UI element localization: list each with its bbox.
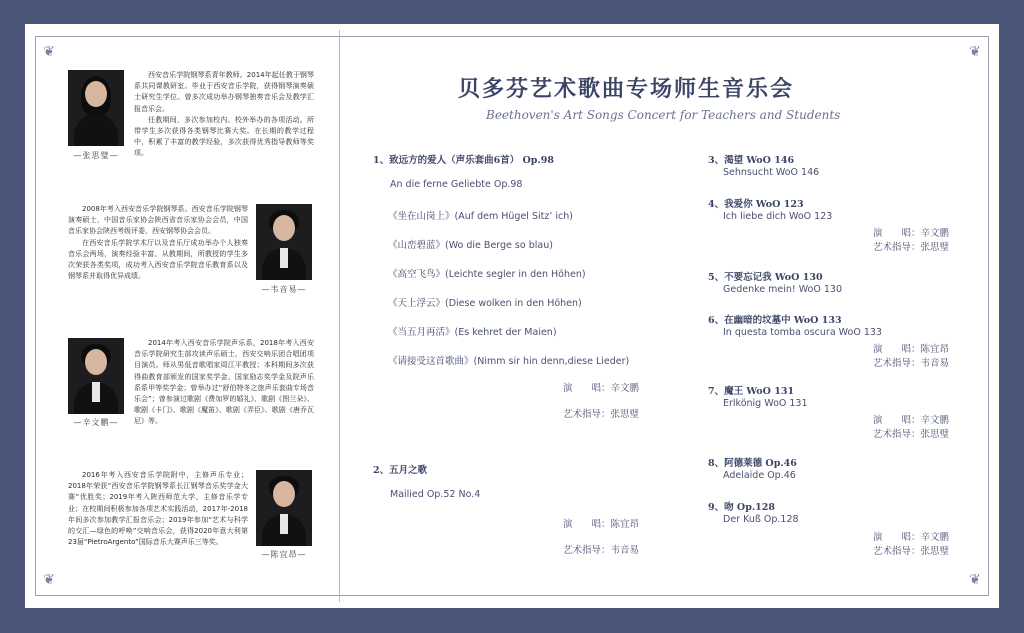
bio-paragraph: 2016年考入西安音乐学院附中，主修声乐专业；2018年荣获“西安音乐学院钢琴系长江钢琴音乐奖学金大赛”优胜奖；2019年考入陕西师范大学，主修音乐学专业；在校期间积极参加各项艺术实践活动，2017年-2018年间多次参加教学汇报音乐会；2019年参加“艺术与科学的交汇—绿色的呼唤”交响音乐会，获得2020年意大利第23届“PietroArgento”国际音乐大赛声乐三等奖。 xyxy=(68,471,248,547)
credit-line xyxy=(873,355,949,369)
credit-person: 辛文鹏 xyxy=(920,415,950,426)
portrait-photo xyxy=(68,70,124,146)
credit-role: 艺术指导： xyxy=(873,242,921,253)
program-item-subtitle: Sehnsucht WoO 146 xyxy=(723,167,820,178)
ornament-icon: ❦ xyxy=(43,44,55,60)
song-entry xyxy=(388,324,557,338)
program-item-heading: 7、魔王 WoO 131 xyxy=(708,386,795,397)
credit-line xyxy=(563,380,639,394)
credit-role: 演 唱： xyxy=(873,415,921,426)
credit-role: 艺术指导： xyxy=(873,546,921,557)
credit-person: 韦音易 xyxy=(610,545,640,556)
credit-role: 艺术指导： xyxy=(563,409,611,420)
ornament-icon: ❦ xyxy=(969,572,981,588)
song-entry xyxy=(388,353,629,367)
credit-person: 张思璧 xyxy=(920,429,950,440)
credit-role: 艺术指导： xyxy=(873,429,921,440)
performer-bio xyxy=(68,470,248,548)
credit-line xyxy=(873,225,949,239)
credit-role: 艺术指导： xyxy=(873,358,921,369)
program-item-heading: 4、我爱你 WoO 123 xyxy=(708,199,804,210)
credit-role: 演 唱： xyxy=(873,228,921,239)
program-item-subtitle: An die ferne Geliebte Op.98 xyxy=(390,179,523,190)
program-item-subtitle: Ich liebe dich WoO 123 xyxy=(723,211,833,222)
credit-line xyxy=(873,239,949,253)
program-item-heading: 1、致远方的爱人（声乐套曲6首） Op.98 xyxy=(373,155,554,166)
bio-paragraph: 任教期间，多次参加校内、校外举办的各项活动。所带学生多次获得各类钢琴比赛大奖。在长期的教学过程中，积累了丰富的教学经验，多次获得优秀指导教师等奖项。 xyxy=(134,115,314,158)
column-divider xyxy=(339,30,340,602)
credit-person: 辛文鹏 xyxy=(920,532,950,543)
song-title-cn: 《当五月再活》 xyxy=(388,327,455,338)
credit-line xyxy=(873,426,949,440)
performer-bio xyxy=(68,204,248,282)
credit-person: 张思璧 xyxy=(920,546,950,557)
credit-person: 陈宜昂 xyxy=(920,344,950,355)
credit-person: 韦音易 xyxy=(920,358,950,369)
performer-name: —辛文鹏— xyxy=(73,418,119,427)
song-entry xyxy=(388,237,553,251)
program-item-heading: 5、不要忘记我 WoO 130 xyxy=(708,272,823,283)
performer-name: —韦音易— xyxy=(261,285,307,294)
performer-name: —张思璧— xyxy=(73,151,119,160)
bio-paragraph: 2014年考入西安音乐学院声乐系，2018年考入西安音乐学院研究生部攻读声乐硕士，西安交响乐团合唱团项目演员。师从男低音歌唱家周江平教授；本科期间多次获得曲教育部颁发的国家奖学金、国家励志奖学金及院声乐系系甲等奖学金；曾举办过“舒伯特冬之旅声乐套曲专场音乐会”；曾参演过歌剧《费加罗的婚礼》、歌剧《图兰朵》、歌剧《卡门》、歌剧《魔笛》、歌剧《弄臣》、歌剧《唐乔瓦尼》等。 xyxy=(134,339,314,426)
song-title-cn: 《天上浮云》 xyxy=(388,298,446,309)
credit-person: 张思璧 xyxy=(920,242,950,253)
bio-paragraph: 在西安音乐学院学术厅以及音乐厅成功举办个人独奏音乐会两场，演奏经验丰富。从教期间，所教授的学生多次荣获各类奖项，成功考入西安音乐学院音乐教育系以及钢琴系并取得优异成绩。 xyxy=(68,238,248,281)
credit-person: 陈宜昂 xyxy=(610,519,640,530)
program-item-subtitle: Mailied Op.52 No.4 xyxy=(390,489,481,500)
program-item-subtitle: Erlkönig WoO 131 xyxy=(723,398,808,409)
credit-role: 演 唱： xyxy=(563,519,611,530)
ornament-icon: ❦ xyxy=(969,44,981,60)
credit-line xyxy=(873,341,949,355)
portrait-photo xyxy=(256,204,312,280)
song-title-cn: 《请接受这首歌曲》 xyxy=(388,356,474,367)
bio-paragraph: 2008年考入西安音乐学院钢琴系。西安音乐学院钢琴演奏硕士，中国音乐家协会陕西省音乐家协会会员，中国音乐家协会陕西考级评委，西安钢琴协会会员。 xyxy=(68,205,248,236)
program-item-heading: 3、渴望 WoO 146 xyxy=(708,155,795,166)
program-item-heading: 9、吻 Op.128 xyxy=(708,502,775,513)
program-item-subtitle: Der Kuß Op.128 xyxy=(723,514,799,525)
credit-line xyxy=(563,406,639,420)
credit-role: 艺术指导： xyxy=(563,545,611,556)
credit-line xyxy=(563,542,639,556)
program-item-subtitle: In questa tomba oscura WoO 133 xyxy=(723,327,882,338)
credit-line xyxy=(873,543,949,557)
concert-subtitle: Beethoven's Art Songs Concert for Teachers and Students xyxy=(486,108,841,122)
credit-line xyxy=(873,529,949,543)
song-title-de: (Diese wolken in den Höhen) xyxy=(445,298,582,309)
credit-person: 张思璧 xyxy=(610,409,640,420)
program-item-subtitle: Gedenke mein! WoO 130 xyxy=(723,284,842,295)
song-title-de: (Leichte segler in den Höhen) xyxy=(445,269,586,280)
credit-line xyxy=(563,516,639,530)
song-title-cn: 《山峦碧蓝》 xyxy=(388,240,446,251)
program-item-heading: 6、在幽暗的坟墓中 WoO 133 xyxy=(708,315,842,326)
credit-person: 辛文鹏 xyxy=(920,228,950,239)
song-entry xyxy=(388,266,586,280)
song-title-de: (Auf dem Hügel Sitz’ ich) xyxy=(454,211,573,222)
portrait-photo xyxy=(68,338,124,414)
song-entry xyxy=(388,208,573,222)
program-item-subtitle: Adelaide Op.46 xyxy=(723,470,796,481)
song-title-de: (Wo die Berge so blau) xyxy=(445,240,553,251)
song-title-cn: 《高空飞鸟》 xyxy=(388,269,446,280)
performer-bio xyxy=(134,338,314,428)
song-title-cn: 《坐在山岗上》 xyxy=(388,211,455,222)
performer-bio xyxy=(134,70,314,160)
credit-role: 演 唱： xyxy=(873,532,921,543)
concert-title: 贝多芬艺术歌曲专场师生音乐会 xyxy=(458,76,795,102)
bio-paragraph: 西安音乐学院钢琴系青年教师。2014年起任教于钢琴系共同课教研室。毕业于西安音乐学院，获得钢琴演奏硕士研究生学位。曾多次成功举办钢琴独奏音乐会及教学汇报音乐会。 xyxy=(134,71,314,113)
ornament-icon: ❦ xyxy=(43,572,55,588)
program-item-heading: 8、阿德莱德 Op.46 xyxy=(708,458,797,469)
song-title-de: (Nimm sir hin denn,diese Lieder) xyxy=(473,356,630,367)
credit-role: 演 唱： xyxy=(563,383,611,394)
performer-name: —陈宜昂— xyxy=(261,550,307,559)
song-title-de: (Es kehret der Maien) xyxy=(454,327,557,338)
program-item-heading: 2、五月之歌 xyxy=(373,465,428,476)
credit-role: 演 唱： xyxy=(873,344,921,355)
song-entry xyxy=(388,295,582,309)
credit-line xyxy=(873,412,949,426)
credit-person: 辛文鹏 xyxy=(610,383,640,394)
portrait-photo xyxy=(256,470,312,546)
